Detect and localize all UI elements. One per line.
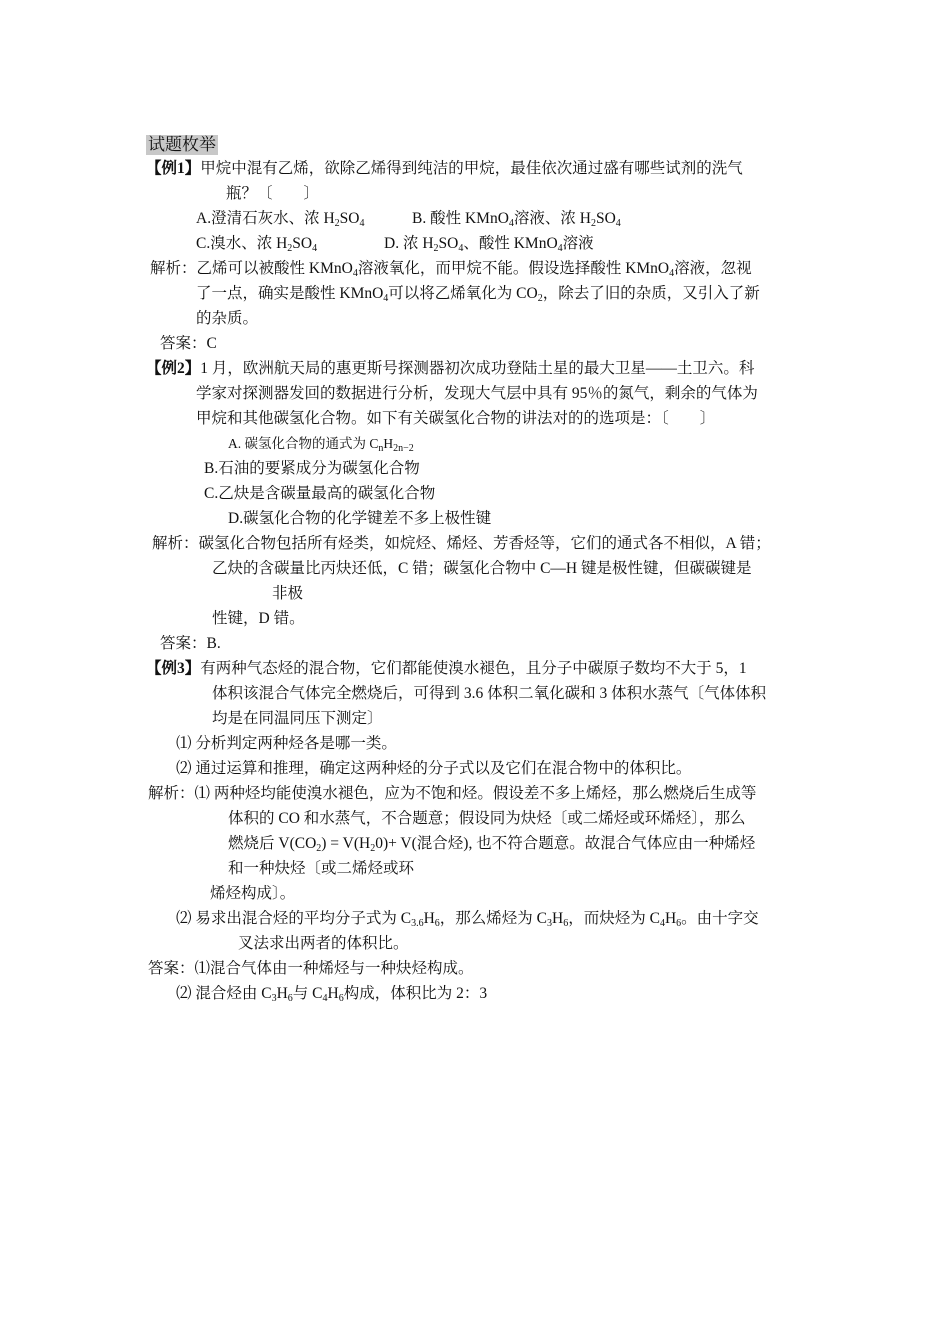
example-3-solution-line-7: 叉法求出两者的体积比。 — [238, 935, 409, 952]
example-2-option-d: D.碳氢化合物的化学键差不多上极性键 — [228, 510, 492, 527]
example-1-option-a: A.澄清石灰水、浓 $H_2SO_4$ — [196, 210, 365, 229]
example-1-solution-line-1: 解析：乙烯可以被酸性 KMnO$_4$溶液氧化，而甲烷不能。假设选择酸性 KMnO$_4$溶液，忽视 — [150, 260, 752, 279]
example-3-solution-line-5: 烯烃构成〕。 — [210, 885, 296, 902]
example-3-part-2: ⑵ 通过运算和推理，确定这两种烃的分子式以及它们在混合物中的体积比。 — [176, 760, 692, 777]
example-2-solution-line-4: 性键，D 错。 — [212, 610, 305, 627]
example-1-solution-line-3: 的杂质。 — [196, 310, 259, 327]
example-2-question-line-2: 学家对探测器发回的数据进行分析，发现大气层中具有 95％的氮气，剩余的气体为 — [196, 385, 758, 402]
example-1-answer: 答案：C — [160, 335, 217, 352]
example-1-solution-line-2: 了一点，确实是酸性 KMnO$_4$可以将乙烯氧化为 $CO_2$，除去了旧的杂质，又引入了新 — [196, 285, 760, 304]
example-1-question-line-2: 瓶？〔 〕 — [226, 185, 320, 202]
example-3-answer-line-1: 答案：⑴混合气体由一种烯烃与一种炔烃构成。 — [148, 960, 474, 977]
example-1-option-d: D. 浓 $H_2SO_4$、酸性 KMnO$_4$溶液 — [384, 235, 594, 254]
example-2-solution-line-2: 乙炔的含碳量比丙炔还低，C 错；碳氢化合物中 C—H 键是极性键，但碳碳键是 — [212, 560, 752, 577]
example-2-answer: 答案：B. — [160, 635, 221, 652]
example-3-tag: 【例3】 — [146, 660, 201, 677]
example-3-answer-line-2: ⑵ 混合烃由 $C_3H_6$与 $C_4H_6$构成，体积比为 2：3 — [176, 985, 488, 1004]
section-heading: 试题枚举 — [148, 135, 216, 154]
example-2-option-c: C.乙炔是含碳量最高的碳氢化合物 — [204, 485, 436, 502]
example-3-question-line-1: 【例3】有两种气态烃的混合物，它们都能使溴水褪色，且分子中碳原子数均不大于 5，1 — [146, 660, 747, 677]
example-2-option-b: B.石油的要紧成分为碳氢化合物 — [204, 460, 420, 477]
solution-label: 解析： — [152, 535, 199, 552]
example-1-option-c: C.溴水、浓 $H_2SO_4$ — [196, 235, 318, 254]
example-2-question-line-3: 甲烷和其他碳氢化合物。如下有关碳氢化合物的讲法对的的选项是：〔 〕 — [196, 410, 716, 427]
example-1-tag: 【例1】 — [146, 160, 201, 177]
example-2-question-line-1: 【例2】1 月，欧洲航天局的惠更斯号探测器初次成功登陆土星的最大卫星——土卫六。科 — [146, 360, 755, 377]
example-1-option-b: B. 酸性 KMnO$_4$溶液、浓 $H_2SO_4$ — [412, 210, 621, 229]
example-3-solution-line-1: 解析：⑴ 两种烃均能使溴水褪色，应为不饱和烃。假设差不多上烯烃，那么燃烧后生成等 — [148, 785, 757, 802]
example-2-option-a: A. 碳氢化合物的通式为 $C_nH_{2n-2}$ — [228, 436, 414, 454]
solution-label: 解析： — [148, 785, 195, 802]
example-3-solution-line-6: ⑵ 易求出混合烃的平均分子式为 $C_{3.6}H_6$，那么烯烃为 $C_3H_6$，而炔烃为 $C_4H_6$。由十字交 — [176, 910, 759, 929]
example-1-question-line-1: 【例1】甲烷中混有乙烯，欲除乙烯得到纯洁的甲烷，最佳依次通过盛有哪些试剂的洗气 — [146, 160, 743, 177]
example-2-solution-line-1: 解析：碳氢化合物包括所有烃类，如烷烃、烯烃、芳香烃等，它们的通式各不相似，A 错； — [152, 535, 771, 552]
answer-label: 答案： — [148, 960, 195, 977]
example-2-solution-line-3: 非极 — [272, 585, 304, 602]
solution-label: 解析： — [150, 260, 197, 277]
example-3-solution-line-4: 和一种炔烃〔或二烯烃或环 — [228, 860, 415, 877]
example-3-part-1: ⑴ 分析判定两种烃各是哪一类。 — [176, 735, 397, 752]
example-3-question-line-2: 体积该混合气体完全燃烧后，可得到 3.6 体积二氧化碳和 3 体积水蒸气〔气体体积 — [212, 685, 767, 702]
example-3-solution-line-3: 燃烧后 $V(CO_2) = V(H_20)+ V$(混合烃), 也不符合题意。故混合气体应由一种烯烃 — [228, 835, 756, 854]
example-2-tag: 【例2】 — [146, 360, 201, 377]
example-3-question-line-3: 均是在同温同压下测定〕 — [212, 710, 383, 727]
example-3-solution-line-2: 体积的 CO 和水蒸气，不合题意；假设同为炔烃〔或二烯烃或环烯烃〕，那么 — [228, 810, 746, 827]
